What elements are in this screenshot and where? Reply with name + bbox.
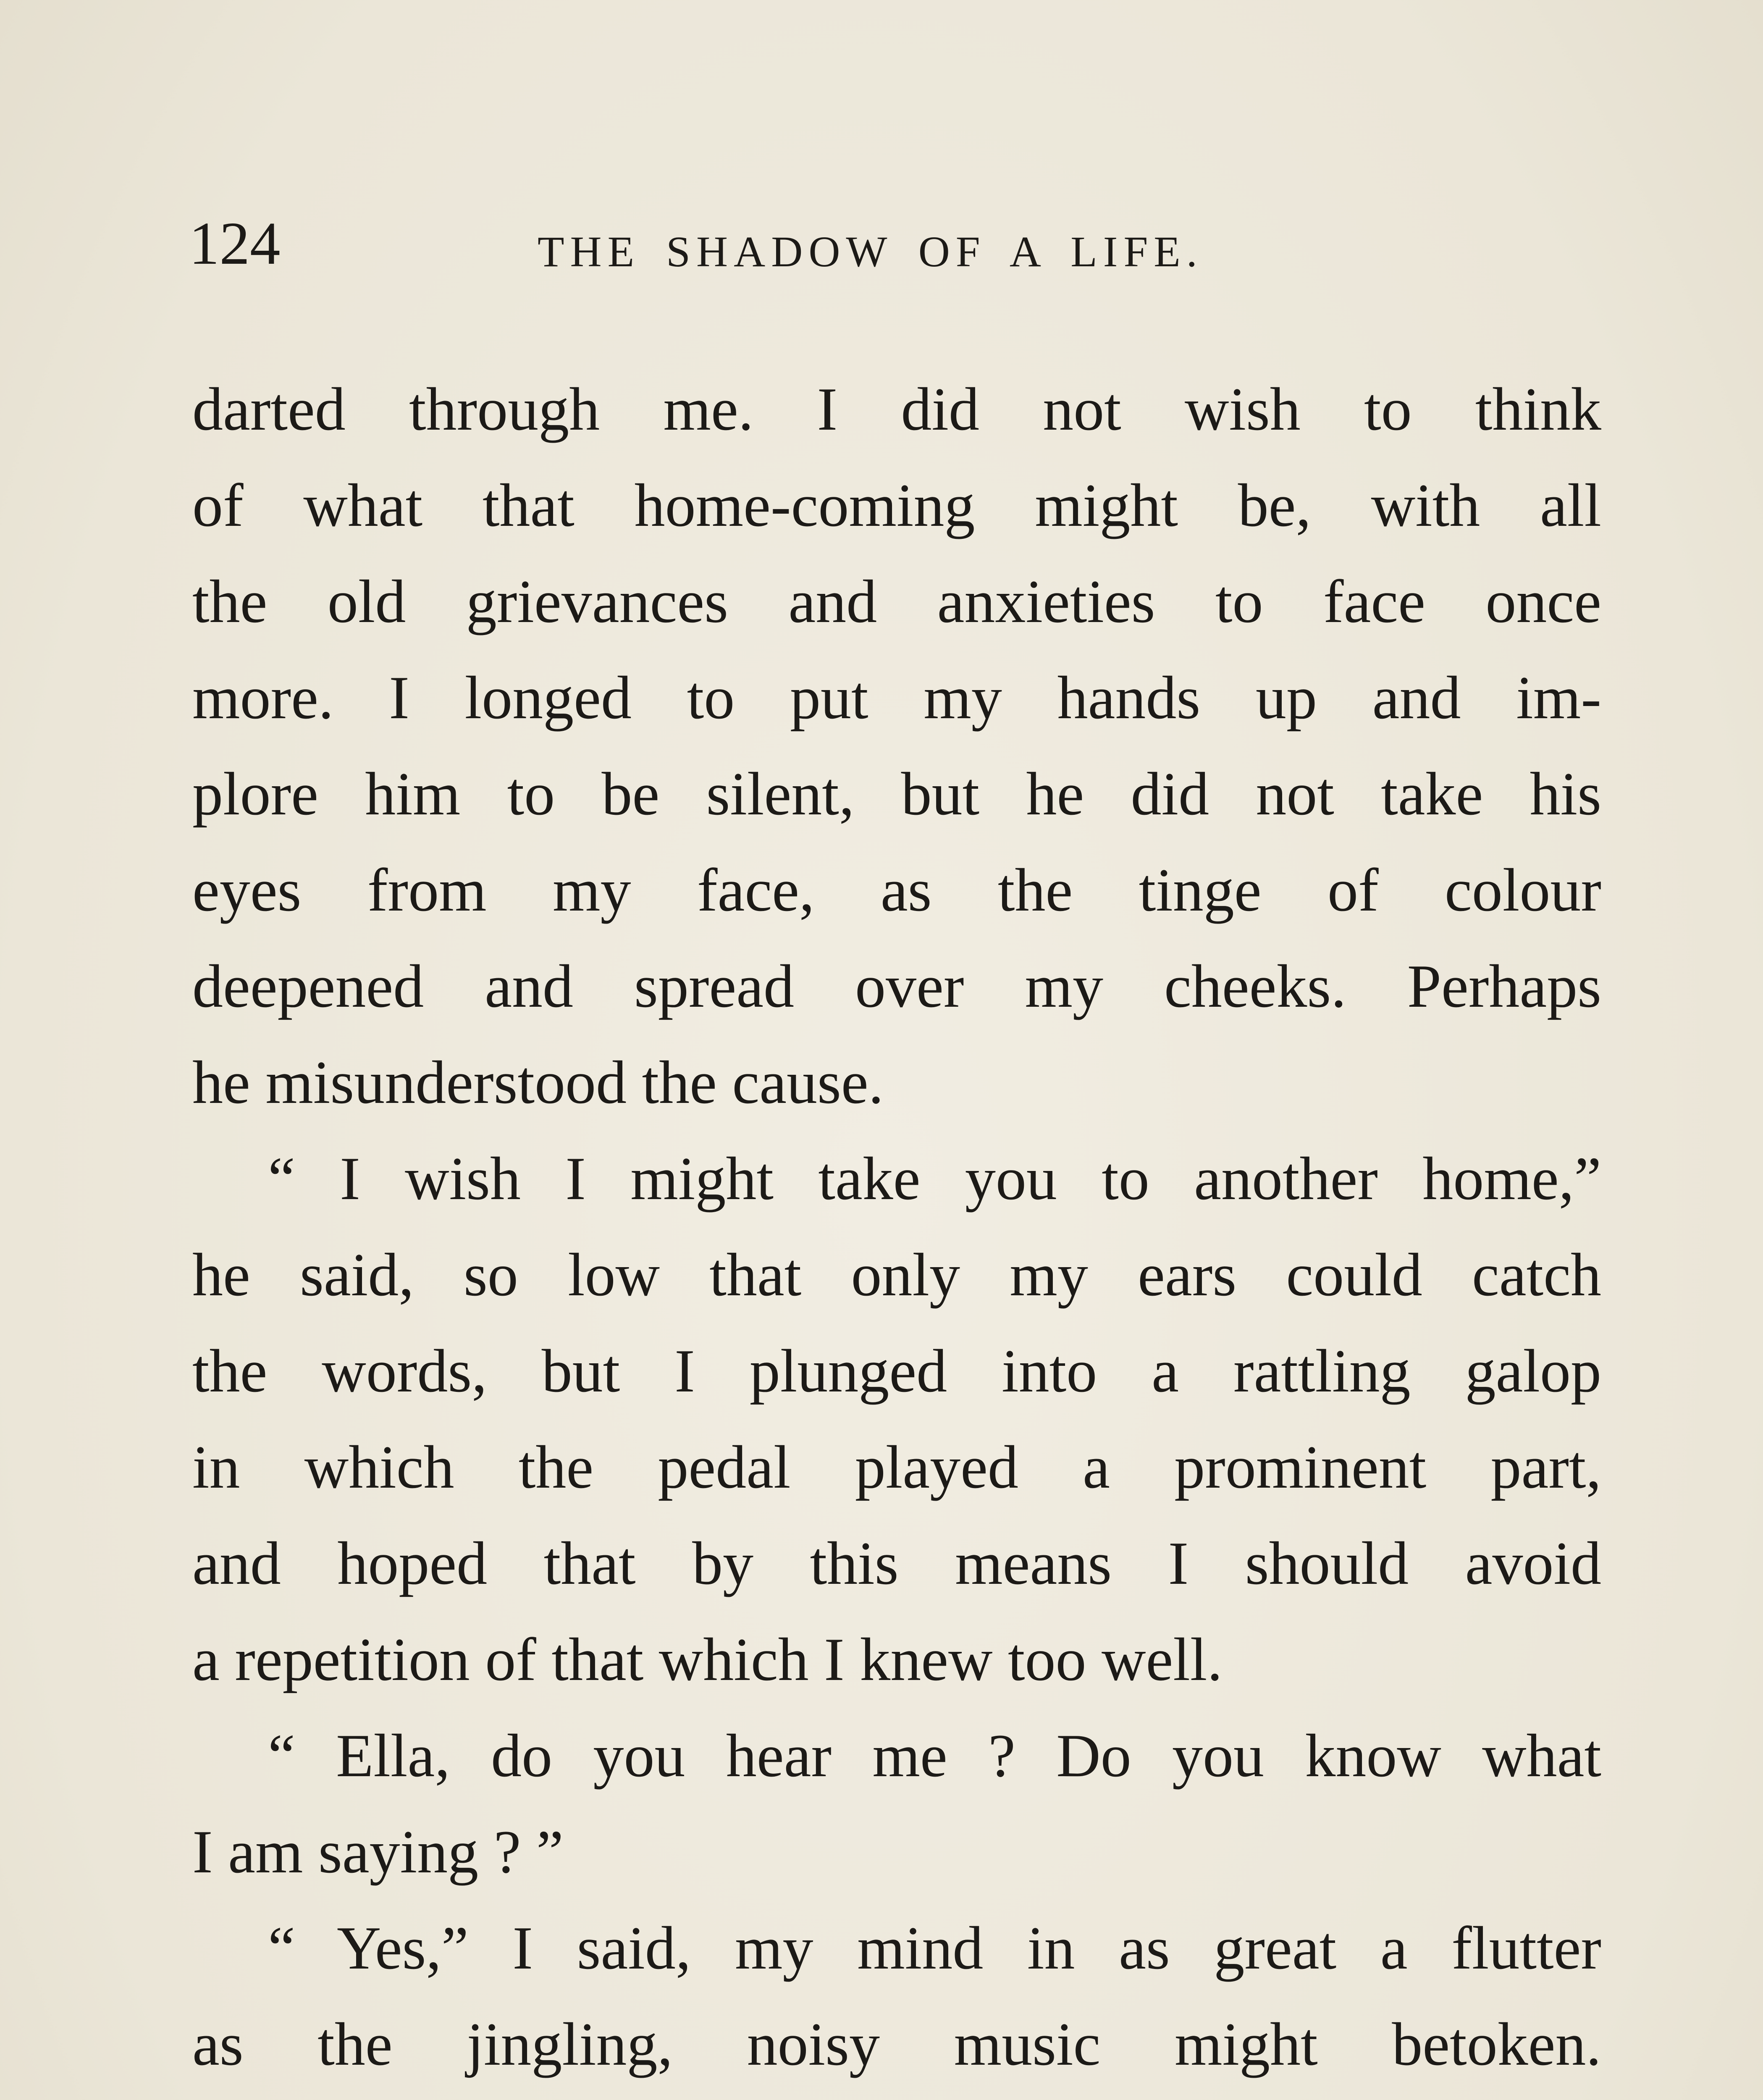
page-number: 124 [189,210,281,277]
text-line: plore him to be silent, but he did not take his [192,760,1601,828]
text-line: he misunderstood the cause. [192,1048,884,1116]
text-line: he said, so low that only my ears could catch [192,1241,1601,1309]
text-line: eyes from my face, as the tinge of colour [192,856,1601,924]
text-line: I am saying ? ” [192,1818,564,1886]
running-title: THE SHADOW OF A LIFE. [538,228,1203,276]
text-line: in which the pedal played a prominent part, [192,1433,1601,1501]
text-line: and hoped that by this means I should avoid [192,1529,1601,1597]
text-line: “ Ella, do you hear me ? Do you know what [268,1722,1601,1790]
body-text [192,361,1601,2100]
text-line: darted through me. I did not wish to think [192,375,1601,443]
text-line: of what that home-coming might be, with all [192,471,1601,539]
text-line [192,2092,1601,2100]
text-line: “ I wish I might take you to another home,” [268,1144,1601,1213]
text-line: deepened and spread over my cheeks. Perhaps [192,952,1601,1020]
page-header [189,210,1604,294]
text-line: more. I longed to put my hands up and im- [192,664,1601,732]
text-line: the old grievances and anxieties to face once [192,567,1601,635]
text-line: as the jingling, noisy music might betoken. [192,2010,1601,2078]
text-line: the words, but I plunged into a rattling galop [192,1337,1601,1405]
text-line: “ Yes,” I said, my mind in as great a flutter [268,1914,1601,1982]
text-line: a repetition of that which I knew too well. [192,1625,1223,1693]
